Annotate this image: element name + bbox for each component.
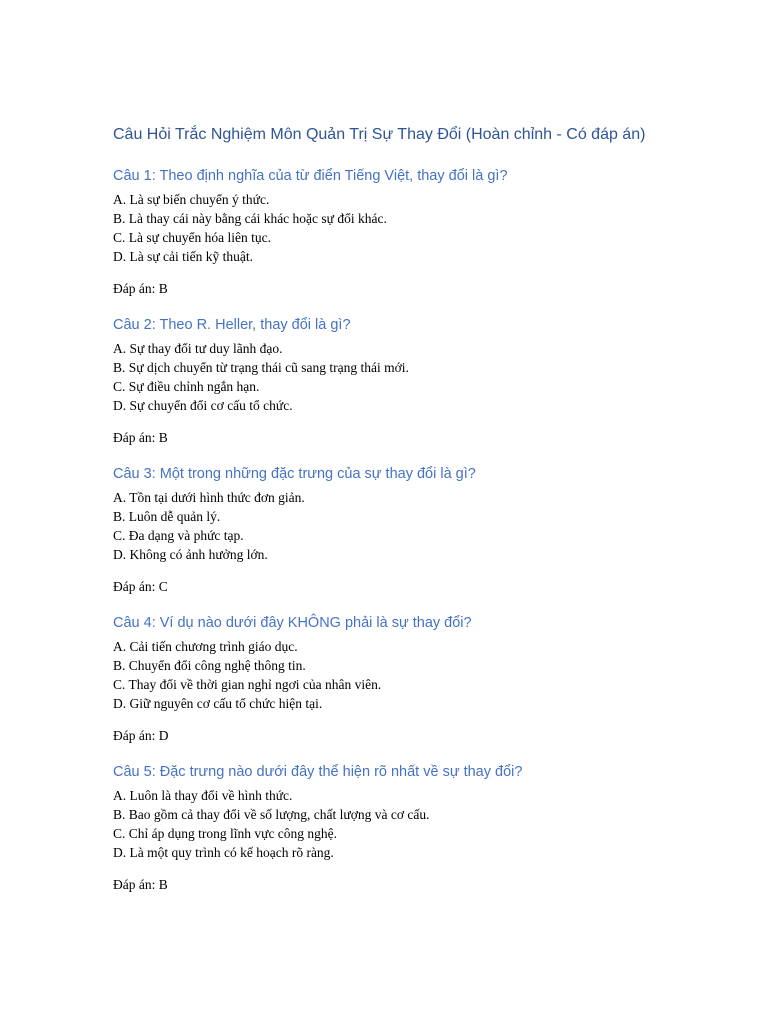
- answer-key: Đáp án: B: [113, 430, 168, 445]
- option-a: A. Là sự biến chuyển ý thức.: [113, 192, 270, 207]
- answer-key: Đáp án: B: [113, 877, 168, 892]
- option-d: D. Không có ảnh hưởng lớn.: [113, 547, 268, 562]
- option-b: B. Luôn dễ quản lý.: [113, 509, 221, 524]
- question-block-3: [113, 464, 733, 596]
- option-b: B. Bao gồm cả thay đổi về số lượng, chất lượng và cơ cấu.: [113, 807, 430, 822]
- question-heading: Câu 4: Ví dụ nào dưới đây KHÔNG phải là sự thay đổi?: [113, 615, 472, 631]
- question-block-2: [113, 315, 733, 447]
- answer-key: Đáp án: D: [113, 728, 169, 743]
- question-block-1: [113, 166, 733, 298]
- answer-key: Đáp án: B: [113, 281, 168, 296]
- option-b: B. Sự dịch chuyển từ trạng thái cũ sang trạng thái mới.: [113, 360, 409, 375]
- option-a: A. Sự thay đổi tư duy lãnh đạo.: [113, 341, 283, 356]
- question-heading: Câu 3: Một trong những đặc trưng của sự thay đổi là gì?: [113, 466, 476, 482]
- document-page: [113, 124, 733, 911]
- question-block-4: [113, 613, 733, 745]
- option-c: C. Chỉ áp dụng trong lĩnh vực công nghệ.: [113, 826, 338, 841]
- option-d: D. Sự chuyển đổi cơ cấu tổ chức.: [113, 398, 293, 413]
- option-a: A. Cải tiến chương trình giáo dục.: [113, 639, 298, 654]
- answer-key: Đáp án: C: [113, 579, 168, 594]
- document-title: Câu Hỏi Trắc Nghiệm Môn Quản Trị Sự Thay Đổi (Hoàn chỉnh - Có đáp án): [113, 126, 646, 143]
- question-heading: Câu 1: Theo định nghĩa của từ điển Tiếng Việt, thay đổi là gì?: [113, 168, 508, 184]
- option-b: B. Chuyển đổi công nghệ thông tin.: [113, 658, 306, 673]
- option-b: B. Là thay cái này bằng cái khác hoặc sự đổi khác.: [113, 211, 387, 226]
- question-block-5: [113, 762, 733, 894]
- option-c: C. Sự điều chỉnh ngắn hạn.: [113, 379, 260, 394]
- option-a: A. Tồn tại dưới hình thức đơn giản.: [113, 490, 305, 505]
- option-a: A. Luôn là thay đổi về hình thức.: [113, 788, 293, 803]
- option-d: D. Giữ nguyên cơ cấu tổ chức hiện tại.: [113, 696, 323, 711]
- option-c: C. Đa dạng và phức tạp.: [113, 528, 244, 543]
- question-heading: Câu 5: Đặc trưng nào dưới đây thể hiện rõ nhất về sự thay đổi?: [113, 764, 523, 780]
- option-d: D. Là một quy trình có kế hoạch rõ ràng.: [113, 845, 334, 860]
- option-c: C. Là sự chuyển hóa liên tục.: [113, 230, 272, 245]
- question-heading: Câu 2: Theo R. Heller, thay đổi là gì?: [113, 317, 351, 333]
- option-c: C. Thay đổi về thời gian nghỉ ngơi của nhân viên.: [113, 677, 382, 692]
- option-d: D. Là sự cải tiến kỹ thuật.: [113, 249, 254, 264]
